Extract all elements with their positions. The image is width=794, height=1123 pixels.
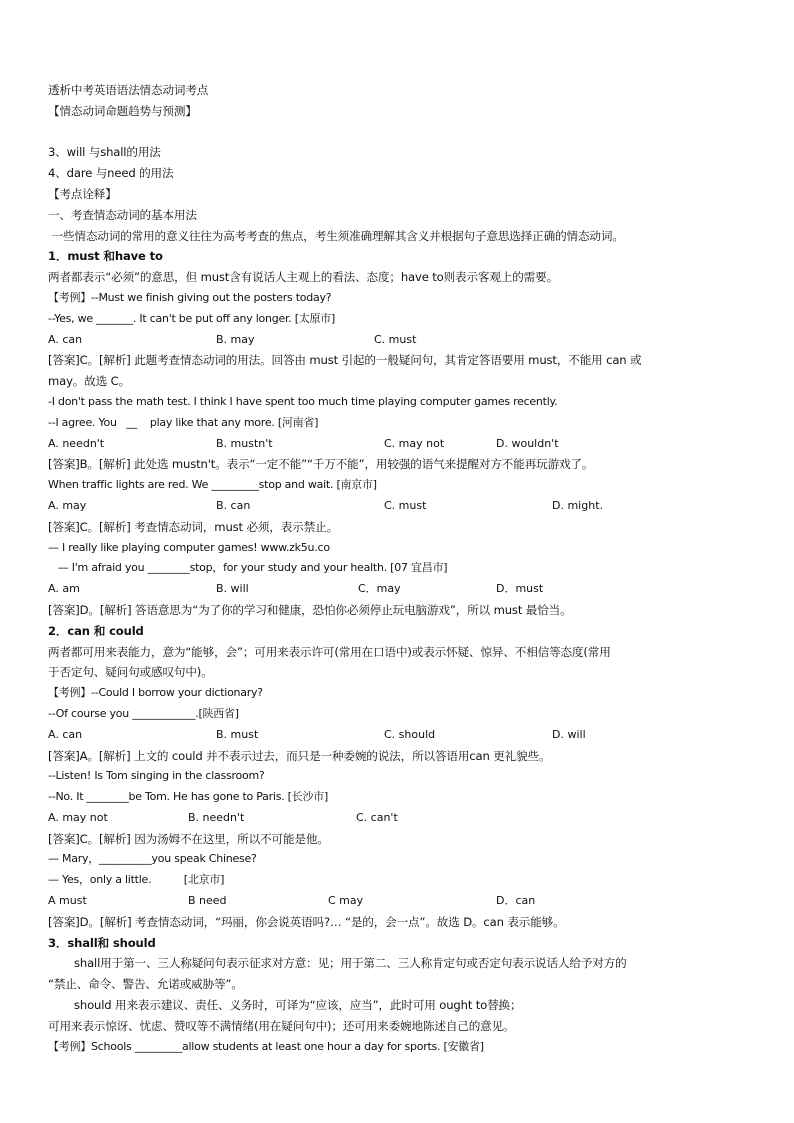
option: A. can [48,332,83,346]
doc-title: 透析中考英语语法情态动词考点 [48,83,209,97]
option: D．must [496,582,544,596]
example-q8-prompt: 【考例】Schools _________allow students at least one hour a day for sports. [安徽省] [48,1039,484,1053]
options-q3 [48,496,760,517]
answer-q1-cont: may。故选 C。 [48,374,131,389]
answer-q6: [答案]C。[解析] 因为汤姆不在这里，所以不可能是他。 [48,831,329,846]
subheading-can-could: 2．can 和 could [48,623,144,638]
subheading-shall-should: 3．shall和 should [48,935,156,950]
option: B. can [216,498,251,512]
explanation-can: 两者都可用来表能力，意为“能够，会”；可用来表示许可(常用在口语中)或表示怀疑、惊异、不相信等态度(常用 [48,644,611,659]
option: D. will [552,727,586,741]
answer-q3: [答案]C。[解析] 考查情态动词，must 必须，表示禁止。 [48,519,339,534]
answer-q7: [答案]D。[解析] 考查情态动词，“玛丽，你会说英语吗?… “是的，会一点”。故选 D。can 表示能够。 [48,914,565,929]
option: D. wouldn't [496,436,559,450]
option: B. must [216,727,259,741]
example-q1-prompt: 【考例】--Must we finish giving out the posters today? [48,290,332,304]
example-q5-answer-line: --Of course you ____________.[陕西省] [48,706,239,720]
example-q5-prompt: 【考例】--Could I borrow your dictionary? [48,686,263,700]
explanation-should-cont: 可用来表示惊讶、忧虑、赞叹等不满情绪(用在疑问句中)；还可用来委婉地陈述自己的意见。 [48,1018,515,1033]
option: A. may [48,498,87,512]
options-q7 [48,891,760,912]
option: B. mustn't [216,436,273,450]
option: C. must [384,498,427,512]
blank-line [48,122,760,143]
option: D. might. [552,498,603,512]
example-q6-answer-line: --No. It ________be Tom. He has gone to Paris. [长沙市] [48,790,329,804]
option: A. needn't [48,436,105,450]
explanation-shall-cont: “禁止、命令、警告、允诺或威胁等”。 [48,977,243,992]
answer-q2: [答案]B。[解析] 此处选 mustn't。表示“一定不能”“千万不能”，用较强的语气来提醒对方不能再玩游戏了。 [48,457,594,472]
explanation-must: 两者都表示“必须”的意思，但 must含有说话人主观上的看法、态度；have to则表示客观上的需要。 [48,270,559,285]
example-q6-prompt: --Listen! Is Tom singing in the classroom? [48,769,265,783]
answer-q4: [答案]D。[解析] 答语意思为“为了你的学习和健康，恐怕你必须停止玩电脑游戏”，所以 must 最恰当。 [48,602,572,617]
answer-q5: [答案]A。[解析] 上文的 could 并不表示过去，而只是一种委婉的说法，所以答语用can 更礼貌些。 [48,748,551,763]
option: B need [188,894,227,908]
options-q5 [48,725,760,746]
outline-item-3: 3、will 与shall的用法 [48,145,161,160]
intro-paragraph: 一些情态动词的常用的意义往往为高考考查的焦点，考生须准确理解其含义并根据句子意思选择正确的情态动词。 [48,228,624,243]
option: C．may [358,582,401,596]
option: A. am [48,582,80,596]
options-q6 [48,808,760,829]
option: A. can [48,727,83,741]
options-q2 [48,434,760,455]
option: C. should [384,727,436,741]
options-q4 [48,579,760,600]
option: A must [48,894,87,908]
option: C may [328,894,364,908]
example-q3-prompt: When traffic lights are red. We _________stop and wait. [南京市] [48,478,377,492]
option: C. can't [356,810,398,824]
explanation-can-cont: 于否定句、疑问句或感叹句中)。 [48,665,213,680]
outline-item-4: 4、dare 与need 的用法 [48,166,174,181]
option: C. must [374,332,417,346]
explanation-shall: shall用于第一、三人称疑问句表示征求对方意：见；用于第二、三人称肯定句或否定句表示说话人给予对方的 [74,956,627,971]
option: B. will [216,582,249,596]
example-q2-prompt: -I don't pass the math test. I think I have spent too much time playing computer games recently. [48,394,558,408]
example-q1-answer-line: --Yes, we _______. It can't be put off any longer. [太原市] [48,311,336,325]
option: A. may not [48,810,108,824]
document-page [48,80,760,1057]
option: B. needn't [188,810,245,824]
section-heading-trend: 【情态动词命题趋势与预测】 [48,103,197,118]
example-q7-answer-line: — Yes，only a little. [北京市] [48,873,225,887]
explanation-should: should 用来表示建议、责任、义务时，可译为“应该，应当”，此时可用 ought to替换； [74,998,522,1013]
answer-q1: [答案]C。[解析] 此题考查情态动词的用法。回答由 must 引起的一般疑问句，其肯定答语要用 must，不能用 can 或 [48,353,642,368]
options-q1 [48,330,760,351]
example-q2-answer-line: --I agree. You __ play like that any more. [河南省] [48,415,319,429]
option: C. may not [384,436,445,450]
example-q4-answer-line: — I'm afraid you ________stop，for your study and your health. [07 宜昌市] [48,561,448,575]
example-q7-prompt: — Mary，__________you speak Chinese? [48,852,257,866]
section-heading-explanation: 【考点诠释】 [48,186,117,201]
example-q4-prompt: — I really like playing computer games! www.zk5u.co [48,540,330,554]
option: B. may [216,332,255,346]
part-heading-1: 一、考查情态动词的基本用法 [48,207,197,222]
subheading-must-have-to: 1．must 和have to [48,249,163,264]
option: D．can [496,894,536,908]
